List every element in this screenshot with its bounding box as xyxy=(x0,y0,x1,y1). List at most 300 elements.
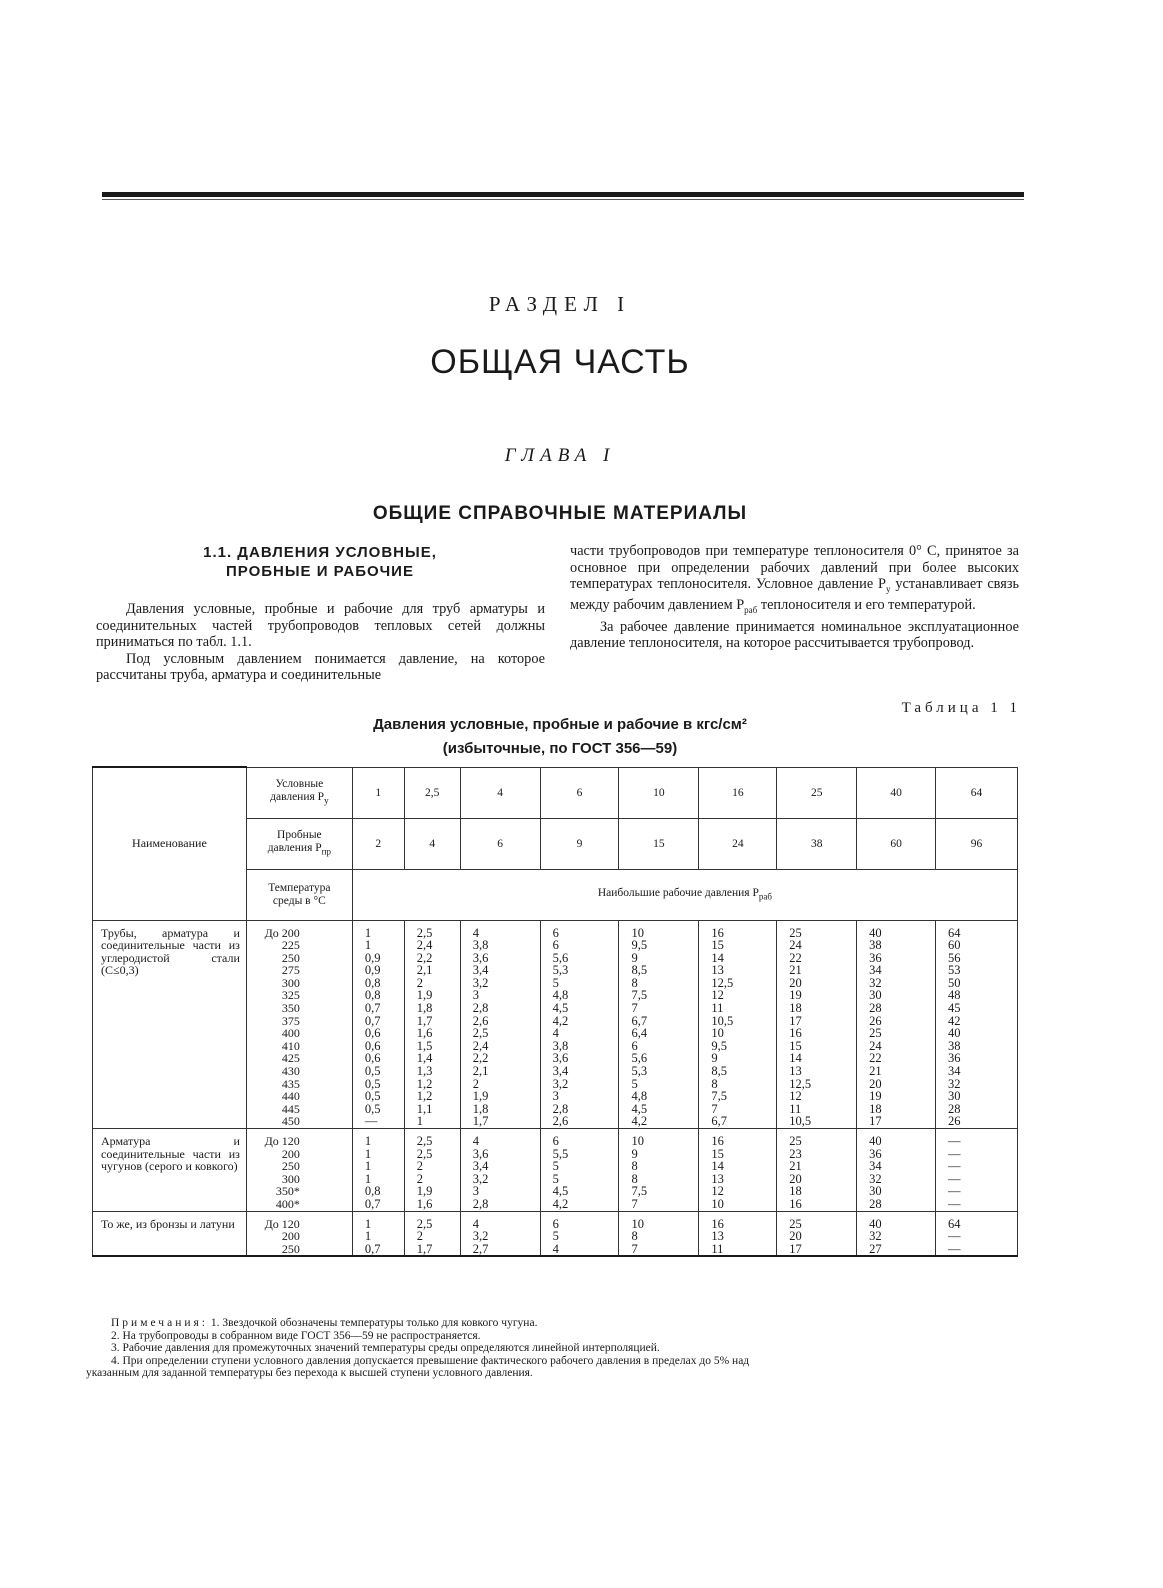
pressure-value: 3,2 xyxy=(472,975,489,990)
pressure-value: 0,6 xyxy=(364,1026,381,1041)
conditional-pressure-value: 10 xyxy=(619,767,699,818)
temperature-value: 400 xyxy=(281,1026,300,1041)
pressure-value: 1 xyxy=(364,1171,372,1186)
pressure-value: 26 xyxy=(869,1013,882,1028)
pressure-value: 2,8 xyxy=(552,1101,569,1116)
pressure-value: 0,8 xyxy=(364,975,381,990)
pressure-value: 8 xyxy=(631,1171,638,1186)
pressure-column xyxy=(460,1135,540,1211)
pressure-value: 12 xyxy=(711,1184,724,1199)
pressure-value: 2 xyxy=(416,975,423,990)
pressure-value: 7 xyxy=(711,1101,718,1116)
pressure-value: 20 xyxy=(789,975,802,990)
temperature-value: 410 xyxy=(281,1038,300,1053)
pressure-value: 32 xyxy=(948,1076,961,1091)
pressure-value: 2,6 xyxy=(472,1013,489,1028)
pressure-value: 0,5 xyxy=(364,1101,381,1116)
pressure-value: 7 xyxy=(631,1241,638,1256)
pressure-value: 6 xyxy=(552,1134,559,1148)
temperature-value: 325 xyxy=(281,988,300,1003)
pressure-value: 2,5 xyxy=(416,1146,433,1161)
paragraph: части трубопроводов при температуре теплоносителя 0° С, принятое за основное при определении рабочих давлений при более высоких температурах теплоносителя. Условное давление $P_у$ устанавливает связь между рабочим давлением $P_{раб}$ теплоносителя и его температурой. xyxy=(570,543,1019,616)
pressure-value: 16 xyxy=(711,1134,724,1148)
pressure-value: 40 xyxy=(869,925,882,940)
pressure-value: 7 xyxy=(631,1196,638,1211)
paragraph: За рабочее давление принимается номинальное эксплуатационное давление теплоносителя, на которое рассчитывается трубопровод. xyxy=(570,618,1019,652)
pressure-value: 21 xyxy=(789,963,802,978)
pressure-value: 13 xyxy=(711,1229,724,1244)
pressure-value: 9 xyxy=(631,1146,638,1161)
pressure-value: 3 xyxy=(472,988,479,1003)
pressure-value: 1 xyxy=(364,925,372,940)
pressure-value: 0,9 xyxy=(364,950,381,965)
pressure-value: 5,3 xyxy=(631,1064,648,1079)
temperature-value: До 120 xyxy=(264,1216,300,1231)
table-caption: Давления условные, пробные и рабочие в кгс/см² xyxy=(373,716,747,733)
temperature-value: 275 xyxy=(281,963,300,978)
pressure-value: 4,8 xyxy=(631,1089,648,1104)
pressure-value: 0,8 xyxy=(364,1184,381,1199)
pressure-value: 2,8 xyxy=(472,1001,489,1016)
pressure-value: 0,5 xyxy=(364,1076,381,1091)
conditional-pressure-value: 64 xyxy=(936,767,1018,818)
pressure-value: 2,2 xyxy=(472,1051,489,1066)
temperature-value: 200 xyxy=(281,1146,300,1161)
pressure-value: 40 xyxy=(869,1216,882,1231)
material-name: Арматура и соединительные части из чугунов (серого и ковкого) xyxy=(93,1135,247,1211)
pressure-column xyxy=(699,1135,777,1211)
pressure-value: — xyxy=(948,1229,961,1244)
pressure-value: 4 xyxy=(552,1241,559,1256)
pressure-value: 5 xyxy=(552,975,559,990)
pressure-value: 27 xyxy=(869,1241,882,1256)
pressure-value: 2 xyxy=(416,1159,423,1174)
pressure-column xyxy=(699,1218,777,1257)
pressure-value: 50 xyxy=(948,975,961,990)
pressure-value: 9,5 xyxy=(711,1038,727,1053)
pressure-value: 40 xyxy=(869,1134,882,1148)
pressure-value: 28 xyxy=(869,1001,882,1016)
table-row xyxy=(93,1135,1018,1211)
pressure-value: 25 xyxy=(789,1134,802,1148)
temperature-value: 435 xyxy=(281,1076,300,1091)
pressure-value: 32 xyxy=(869,1171,882,1186)
pressure-value: 12,5 xyxy=(789,1076,812,1091)
note-line: 2. На трубопроводы в собранном виде ГОСТ 356—59 не распространяется. xyxy=(111,1329,481,1342)
pressure-value: 3,8 xyxy=(472,938,489,953)
conditional-pressure-value: 40 xyxy=(857,767,936,818)
pressure-value: 14 xyxy=(789,1051,802,1066)
pressure-value: 21 xyxy=(869,1064,882,1079)
pressure-value: 36 xyxy=(869,1146,882,1161)
pressure-value: 5,3 xyxy=(552,963,569,978)
temperature-value: 250 xyxy=(281,950,300,965)
pressure-value: 12,5 xyxy=(711,975,734,990)
pressure-value: 3 xyxy=(552,1089,559,1104)
pressure-value: 1,6 xyxy=(416,1026,433,1041)
pressure-value: 22 xyxy=(869,1051,882,1066)
top-rule xyxy=(102,192,1024,197)
pressure-value: 25 xyxy=(789,925,802,940)
pressure-value: 1,9 xyxy=(416,988,433,1003)
table-row xyxy=(93,927,1018,1129)
top-rule-thin xyxy=(102,199,1024,200)
pressure-value: 2,1 xyxy=(416,963,433,978)
pressure-column xyxy=(936,1218,1018,1257)
temperature-value: До 200 xyxy=(264,925,300,940)
temperature-value: 400* xyxy=(275,1196,300,1211)
pressure-value: — xyxy=(948,1184,961,1199)
chapter-title: ОБЩИЕ СПРАВОЧНЫЕ МАТЕРИАЛЫ xyxy=(372,503,748,524)
test-pressure-value: 15 xyxy=(619,818,699,869)
pressure-value: 5 xyxy=(552,1171,559,1186)
pressure-value: 3,2 xyxy=(552,1076,569,1091)
pressure-column xyxy=(936,1135,1018,1211)
pressure-value: 0,7 xyxy=(364,1241,381,1256)
section-heading: РАЗДЕЛ I xyxy=(488,292,632,316)
pressure-value: 2,5 xyxy=(416,1216,433,1231)
pressure-column xyxy=(540,1135,619,1211)
pressure-value: 16 xyxy=(711,925,724,940)
pressure-value: 1 xyxy=(364,1216,372,1231)
pressure-value: 7,5 xyxy=(711,1089,727,1104)
table-subcaption: (избыточные, по ГОСТ 356—59) xyxy=(442,740,678,757)
pressure-value: 20 xyxy=(789,1229,802,1244)
test-pressure-value: 6 xyxy=(460,818,540,869)
pressure-column xyxy=(857,927,936,1129)
pressure-value: — xyxy=(948,1146,961,1161)
pressure-value: 2,6 xyxy=(552,1114,569,1129)
pressure-value: 10 xyxy=(631,1216,644,1231)
pressure-value: 1,1 xyxy=(416,1101,433,1116)
pressure-value: 24 xyxy=(789,938,802,953)
pressure-value: 6,7 xyxy=(711,1114,727,1129)
pressure-value: 24 xyxy=(869,1038,882,1053)
pressure-value: 6 xyxy=(552,938,559,953)
pressure-value: 4,5 xyxy=(552,1184,569,1199)
temperature-value: 350 xyxy=(281,1001,300,1016)
pressure-value: 17 xyxy=(789,1241,802,1256)
pressure-value: 19 xyxy=(869,1089,882,1104)
pressure-value: 18 xyxy=(789,1184,802,1199)
test-pressure-value: 4 xyxy=(404,818,460,869)
pressure-value: 15 xyxy=(789,1038,802,1053)
pressure-value: 21 xyxy=(789,1159,802,1174)
pressure-value: 17 xyxy=(869,1114,882,1129)
pressure-value: 11 xyxy=(789,1101,802,1116)
table-notes xyxy=(86,1317,1036,1380)
pressure-value: 2 xyxy=(472,1076,479,1091)
pressure-value: 15 xyxy=(711,938,724,953)
pressure-value: 2,5 xyxy=(472,1026,489,1041)
pressure-value: 0,7 xyxy=(364,1001,381,1016)
pressure-value: 2,4 xyxy=(472,1038,489,1053)
pressure-value: 14 xyxy=(711,950,724,965)
pressure-value: 1,9 xyxy=(472,1089,489,1104)
pressure-value: 5,6 xyxy=(552,950,569,965)
pressure-value: 8,5 xyxy=(631,963,648,978)
pressure-value: 4 xyxy=(552,1026,559,1041)
pressure-value: 1,8 xyxy=(472,1101,489,1116)
pressure-value: 10 xyxy=(711,1196,724,1211)
pressure-value: 16 xyxy=(711,1216,724,1231)
pressure-value: 4,8 xyxy=(552,988,569,1003)
pressure-column xyxy=(352,927,404,1129)
temperature-value: 300 xyxy=(281,975,300,990)
pressure-value: 10,5 xyxy=(789,1114,812,1129)
table-label: Таблица 1 1 xyxy=(901,700,1021,716)
pressure-value: 11 xyxy=(711,1001,724,1016)
pressure-value: 1 xyxy=(364,1134,372,1148)
pressure-value: 15 xyxy=(711,1146,724,1161)
pressure-value: 10 xyxy=(711,1026,724,1041)
pressure-value: 25 xyxy=(869,1026,882,1041)
chapter-heading: ГЛАВА I xyxy=(504,445,616,466)
pressure-value: 0,9 xyxy=(364,963,381,978)
pressure-value: 8 xyxy=(631,975,638,990)
pressure-value: 3,4 xyxy=(472,1159,489,1174)
pressure-value: 36 xyxy=(948,1051,961,1066)
pressure-value: 1 xyxy=(364,1146,372,1161)
temperature-value: 375 xyxy=(281,1013,300,1028)
pressure-value: 42 xyxy=(948,1013,961,1028)
pressure-value: 0,5 xyxy=(364,1089,381,1104)
pressure-value: 1,8 xyxy=(416,1001,433,1016)
pressure-value: 5 xyxy=(631,1076,638,1091)
pressure-value: 3,4 xyxy=(552,1064,569,1079)
pressure-value: 7 xyxy=(631,1001,638,1016)
temperature-value: 440 xyxy=(281,1089,300,1104)
conditional-pressure-value: 2,5 xyxy=(404,767,460,818)
pressure-value: 6,4 xyxy=(631,1026,648,1041)
test-pressure-value: 96 xyxy=(936,818,1018,869)
pressure-column xyxy=(404,927,460,1129)
temperature-value: 350* xyxy=(275,1184,300,1199)
material-name: То же, из бронзы и латуни xyxy=(93,1218,247,1257)
temperature-value: 430 xyxy=(281,1064,300,1079)
pressure-value: 1,4 xyxy=(416,1051,433,1066)
pressure-value: 1,7 xyxy=(416,1013,433,1028)
name-header: Наименование xyxy=(93,767,247,920)
temperature-value: 425 xyxy=(281,1051,300,1066)
pressure-value: 2,4 xyxy=(416,938,433,953)
pressure-value: 5 xyxy=(552,1159,559,1174)
pressure-value: 8,5 xyxy=(711,1064,727,1079)
subsection-title xyxy=(100,543,540,581)
note-line: Примечания: 1. Звездочкой обозначены температуры только для ковкого чугуна. xyxy=(111,1317,538,1329)
pressure-value: 2,2 xyxy=(416,950,433,965)
pressure-column xyxy=(540,927,619,1129)
pressure-value: — xyxy=(948,1159,961,1174)
pressure-column xyxy=(857,1135,936,1211)
pressure-value: 30 xyxy=(869,1184,882,1199)
max-working-pressure-label: Наибольшие рабочие давления $P_{раб}$ xyxy=(352,869,1017,920)
pressure-value: 3 xyxy=(472,1184,479,1199)
test-pressure-value: 2 xyxy=(352,818,404,869)
material-name: Трубы, арматура и соединительные части из углеродистой стали (C≤0,3) xyxy=(93,927,247,1129)
pressure-column xyxy=(619,1135,699,1211)
pressure-value: 1,2 xyxy=(416,1089,433,1104)
pressure-value: 26 xyxy=(948,1114,961,1129)
pressure-value: 10,5 xyxy=(711,1013,734,1028)
pressure-value: 4 xyxy=(472,925,479,940)
pressure-value: 8 xyxy=(711,1076,718,1091)
pressure-value: 0,6 xyxy=(364,1051,381,1066)
pressure-column xyxy=(404,1135,460,1211)
pressure-value: 22 xyxy=(789,950,802,965)
pressure-value: 4,2 xyxy=(552,1196,569,1211)
pressure-value: 0,8 xyxy=(364,988,381,1003)
subsection-title-line-1: 1.1. ДАВЛЕНИЯ УСЛОВНЫЕ, xyxy=(203,544,437,561)
pressure-column xyxy=(352,1135,404,1211)
pressure-value: 1 xyxy=(364,1159,372,1174)
pressure-value: 13 xyxy=(711,1171,724,1186)
pressure-value: 2 xyxy=(416,1229,423,1244)
pressure-value: 6 xyxy=(631,1038,638,1053)
pressure-value: 3,8 xyxy=(552,1038,569,1053)
pressure-value: 38 xyxy=(869,938,882,953)
pressure-column xyxy=(777,1135,857,1211)
pressure-value: 5,6 xyxy=(631,1051,648,1066)
pressure-value: 25 xyxy=(789,1216,802,1231)
pressure-value: 4,5 xyxy=(552,1001,569,1016)
pressure-value: 38 xyxy=(948,1038,961,1053)
temperature-list xyxy=(246,927,352,1129)
test-pressure-label: Пробные давления $P_{пр}$ xyxy=(246,818,352,869)
subsection-title-line-2: ПРОБНЫЕ И РАБОЧИЕ xyxy=(226,563,414,580)
pressure-table xyxy=(92,766,1018,1257)
pressure-value: 8 xyxy=(631,1159,638,1174)
note-line: указанным для заданной температуры без перехода к высшей ступени условного давления. xyxy=(86,1367,533,1380)
pressure-value: 3,6 xyxy=(552,1051,569,1066)
part-title: ОБЩАЯ ЧАСТЬ xyxy=(430,343,690,381)
pressure-value: — xyxy=(948,1171,961,1186)
pressure-value: 2 xyxy=(416,1171,423,1186)
temperature-value: 225 xyxy=(281,938,300,953)
pressure-value: 56 xyxy=(948,950,961,965)
temperature-value: 300 xyxy=(281,1171,300,1186)
pressure-value: 34 xyxy=(948,1064,961,1079)
pressure-column xyxy=(777,1218,857,1257)
pressure-column xyxy=(619,1218,699,1257)
pressure-value: 1,3 xyxy=(416,1064,433,1079)
pressure-value: 2,7 xyxy=(472,1241,489,1256)
pressure-value: 13 xyxy=(789,1064,802,1079)
conditional-pressure-value: 4 xyxy=(460,767,540,818)
pressure-column xyxy=(460,1218,540,1257)
temperature-value: 250 xyxy=(281,1159,300,1174)
pressure-value: 14 xyxy=(711,1159,724,1174)
note-line: 4. При определении ступени условного давления допускается превышение фактического рабочего давления в пределах до 5% над xyxy=(111,1354,750,1367)
table-row xyxy=(93,1218,1018,1257)
conditional-pressure-value: 16 xyxy=(699,767,777,818)
pressure-value: 10 xyxy=(631,925,644,940)
pressure-value: 48 xyxy=(948,988,961,1003)
pressure-column xyxy=(460,927,540,1129)
pressure-column xyxy=(777,927,857,1129)
pressure-value: 1,7 xyxy=(472,1114,489,1129)
temperature-value: 445 xyxy=(281,1101,300,1116)
pressure-value: 11 xyxy=(711,1241,724,1256)
pressure-value: 6,7 xyxy=(631,1013,648,1028)
pressure-value: 19 xyxy=(789,988,802,1003)
left-column xyxy=(96,601,545,684)
pressure-value: 1,2 xyxy=(416,1076,433,1091)
pressure-value: 1,7 xyxy=(416,1241,433,1256)
conditional-pressure-value: 1 xyxy=(352,767,404,818)
pressure-value: 1 xyxy=(416,1114,423,1129)
pressure-value: 34 xyxy=(869,1159,882,1174)
pressure-value: 40 xyxy=(948,1026,961,1041)
conditional-pressure-value: 6 xyxy=(540,767,619,818)
pressure-value: 32 xyxy=(869,1229,882,1244)
pressure-value: 32 xyxy=(869,975,882,990)
pressure-column xyxy=(936,927,1018,1129)
pressure-column xyxy=(540,1218,619,1257)
pressure-value: 1 xyxy=(364,1229,372,1244)
pressure-value: 2,8 xyxy=(472,1196,489,1211)
pressure-value: 9 xyxy=(711,1051,718,1066)
pressure-value: 20 xyxy=(789,1171,802,1186)
pressure-value: 12 xyxy=(789,1089,802,1104)
pressure-value: 20 xyxy=(869,1076,882,1091)
pressure-value: — xyxy=(948,1134,961,1148)
pressure-value: 4 xyxy=(472,1134,479,1148)
pressure-value: 2,5 xyxy=(416,1134,433,1148)
pressure-value: 9,5 xyxy=(631,938,648,953)
pressure-value: 13 xyxy=(711,963,724,978)
paragraph: Давления условные, пробные и рабочие для труб арматуры и соединительных частей трубопроводов тепловых сетей должны приниматься по табл. 1.1. xyxy=(96,601,545,650)
pressure-value: — xyxy=(948,1241,961,1256)
pressure-column xyxy=(857,1218,936,1257)
pressure-value: 18 xyxy=(869,1101,882,1116)
pressure-value: 6 xyxy=(552,925,559,940)
temperature-value: 250 xyxy=(281,1241,300,1256)
pressure-value: 0,5 xyxy=(364,1064,381,1079)
pressure-value: 17 xyxy=(789,1013,802,1028)
pressure-value: 0,7 xyxy=(364,1196,381,1211)
pressure-value: 4,5 xyxy=(631,1101,648,1116)
pressure-value: 3,6 xyxy=(472,1146,489,1161)
pressure-value: 1,5 xyxy=(416,1038,433,1053)
temperature-value: 200 xyxy=(281,1229,300,1244)
note-line: 3. Рабочие давления для промежуточных значений температуры среды определяются линейной интерполяцией. xyxy=(111,1342,660,1355)
pressure-value: 3,6 xyxy=(472,950,489,965)
pressure-value: 3,2 xyxy=(472,1171,489,1186)
pressure-value: 3,2 xyxy=(472,1229,489,1244)
right-column xyxy=(570,543,1019,652)
paragraph: Под условным давлением понимается давление, на которое рассчитаны труба, арматура и соединительные xyxy=(96,650,545,683)
pressure-value: 28 xyxy=(948,1101,961,1116)
pressure-column xyxy=(619,927,699,1129)
pressure-value: 7,5 xyxy=(631,988,648,1003)
pressure-value: 16 xyxy=(789,1026,802,1041)
pressure-value: 2,1 xyxy=(472,1064,489,1079)
pressure-value: 1 xyxy=(364,938,372,953)
pressure-value: 36 xyxy=(869,950,882,965)
temperature-value: До 120 xyxy=(264,1134,300,1148)
test-pressure-value: 38 xyxy=(777,818,857,869)
pressure-value: 0,6 xyxy=(364,1038,381,1053)
pressure-column xyxy=(699,927,777,1129)
pressure-value: 4,2 xyxy=(552,1013,569,1028)
pressure-value: 60 xyxy=(948,938,961,953)
pressure-value: 4,2 xyxy=(631,1114,648,1129)
pressure-value: 64 xyxy=(948,1216,961,1231)
pressure-column xyxy=(404,1218,460,1257)
pressure-value: 9 xyxy=(631,950,638,965)
temperature-list xyxy=(246,1218,352,1257)
